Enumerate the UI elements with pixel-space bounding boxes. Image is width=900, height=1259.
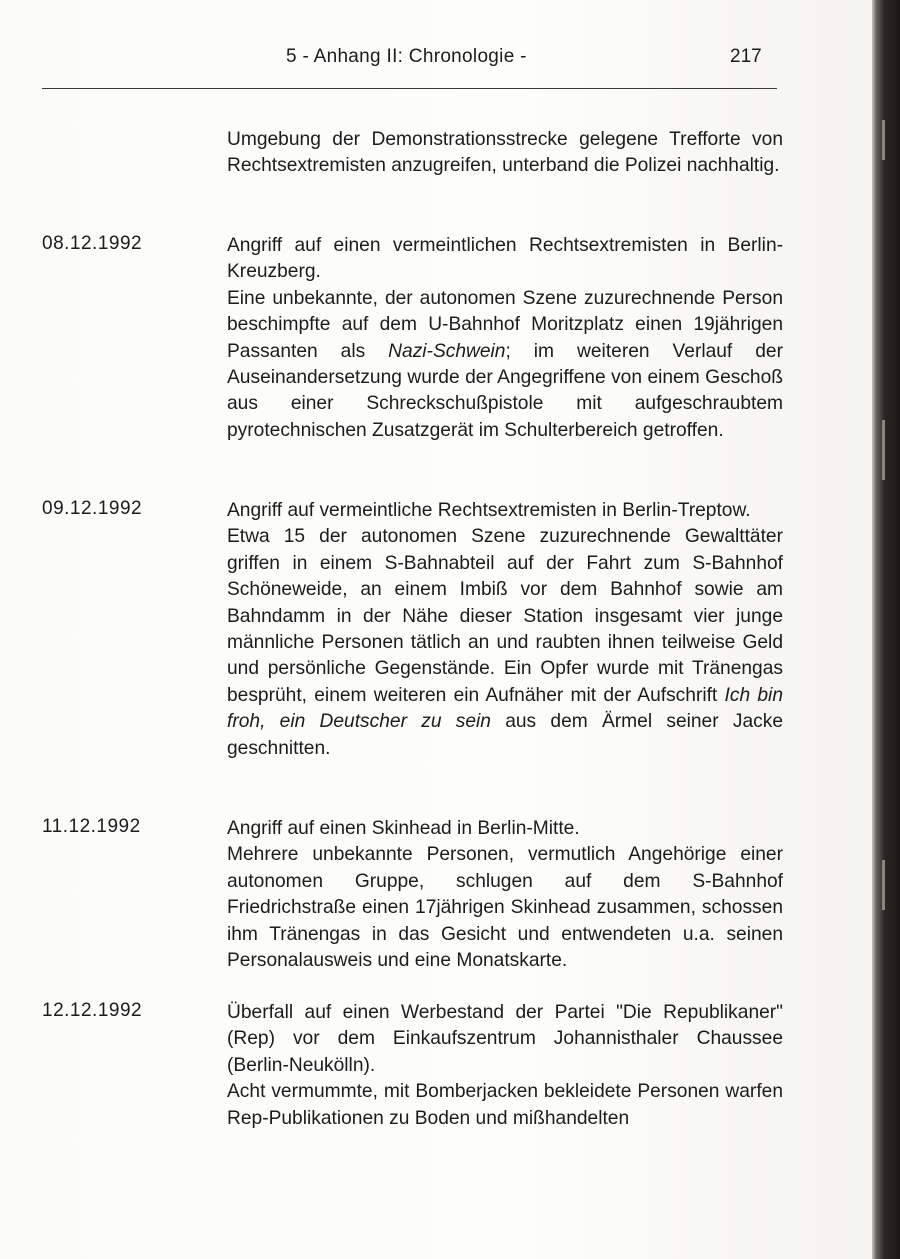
entry-text [227,498,783,762]
entry-body-quote: Nazi-Schwein [388,340,506,362]
page-header [0,46,872,76]
entry-heading: Angriff auf einen Skinhead in Berlin-Mitte. [227,818,580,839]
entry-body [227,524,783,762]
entry-date: 12.12.1992 [42,1000,143,1021]
page-number: 217 [730,46,762,67]
book-binding-edge [872,0,900,1259]
entry-body-part: ; im weiteren Verlauf der Auseinandersetzung wurde der Angegriffene von einem Geschoß aus einer Schreckschußpistole mit aufgeschraubtem pyrotechnischen Zusatzgerät im Schulterbereich getroffen. [227,340,783,441]
entry-date: 11.12.1992 [42,816,141,837]
entry-body-part: Eine unbekannte, der autonomen Szene zuzurechnende Person beschimpfte auf dem U-Bahnhof Moritzplatz einen 19jährigen Passanten als [227,287,783,362]
binding-mark [882,420,885,480]
entry-heading: Überfall auf einen Werbestand der Partei "Die Republikaner" (Rep) vor dem Einkaufszentrum Johannisthaler Chaussee (Berlin-Neukölln). [227,1002,783,1076]
entry-text [227,233,783,444]
running-title: 5 - Anhang II: Chronologie - [286,46,527,67]
entry-body-quote: Ich bin froh, ein Deutscher zu sein [227,684,783,733]
entry-text [227,1000,783,1132]
entry-heading: Angriff auf vermeintliche Rechtsextremisten in Berlin-Treptow. [227,500,751,521]
binding-mark [882,860,885,910]
entry-date: 09.12.1992 [42,498,143,519]
entry-body [227,286,783,444]
entry-heading: Angriff auf einen vermeintlichen Rechtsextremisten in Berlin-Kreuzberg. [227,235,783,283]
binding-mark [882,120,885,160]
entry-body: Acht vermummte, mit Bomberjacken bekleidete Personen warfen Rep-Publikationen zu Boden und mißhandelten [227,1081,783,1129]
entry-body-part: Etwa 15 der autonomen Szene zuzurechnende Gewalttäter griffen in einem S-Bahnabteil auf der Fahrt zum S-Bahnhof Schöneweide, an einem Imbiß vor dem Bahnhof sowie am Bahndamm in der Nähe dieser Station insgesamt vier junge männliche Personen tätlich an und raubten ihnen teilweise Geld und persönliche Gegenstände. Ein Opfer wurde mit Tränengas besprüht, einem weiteren ein Aufnäher mit der Aufschrift [227,526,783,706]
continuation-paragraph: Umgebung der Demonstrationsstrecke gelegene Trefforte von Rechtsextremisten anzugreifen, unterband die Polizei nachhaltig. [227,129,783,177]
entry-body: Mehrere unbekannte Personen, vermutlich Angehörige einer autonomen Gruppe, schlugen auf dem S-Bahnhof Friedrichstraße einen 17jährigen Skinhead zusammen, schossen ihm Tränengas in das Gesicht und entwendeten u.a. seinen Personalausweis und eine Monatskarte. [227,844,783,972]
entry-date: 08.12.1992 [42,233,143,254]
entry-text [227,816,783,974]
continuation-text [227,127,783,180]
entry-body-part: aus dem Ärmel seiner Jacke geschnitten. [227,711,783,759]
header-rule [42,88,777,89]
